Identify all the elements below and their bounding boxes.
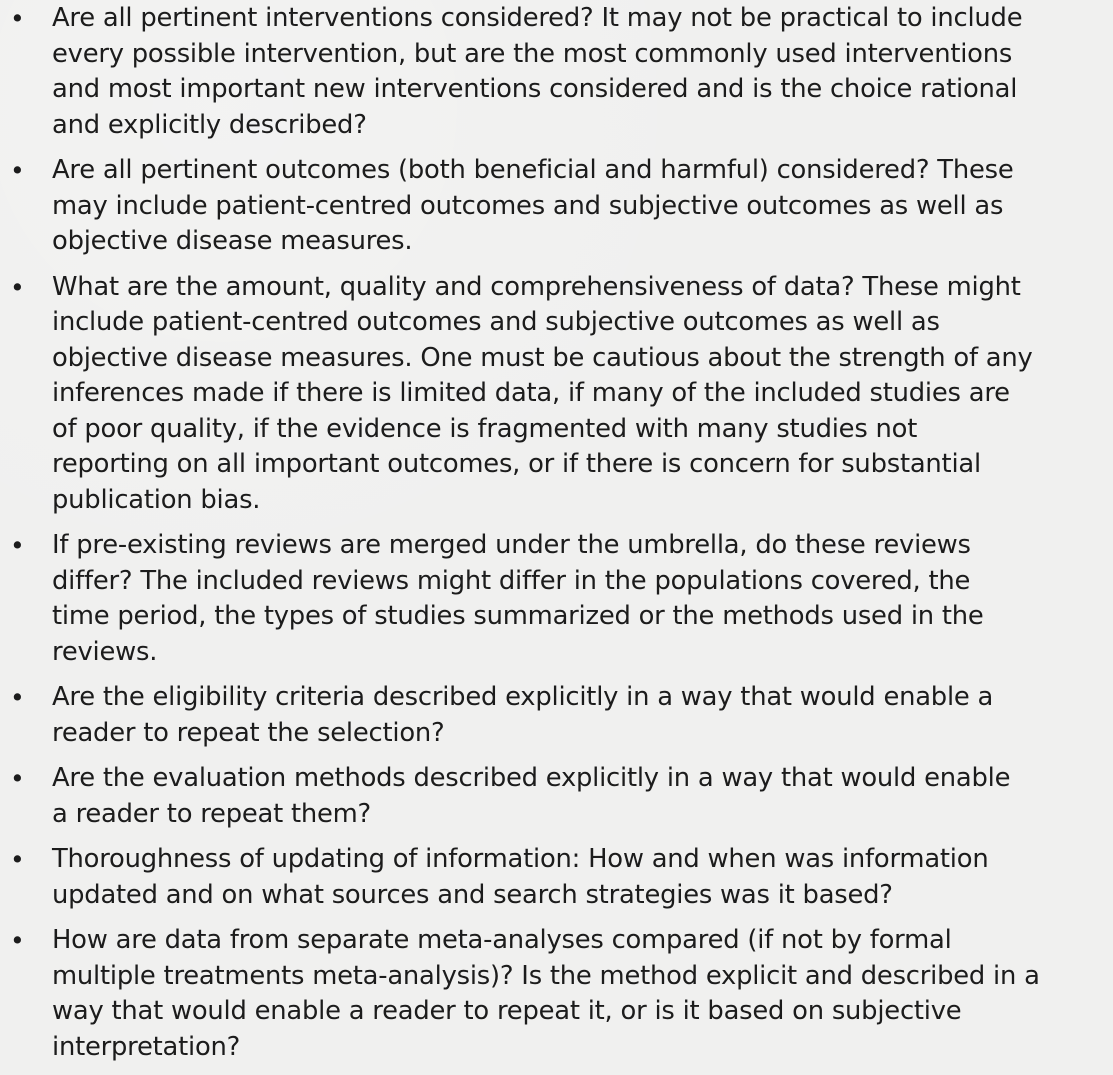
bullet-list	[0, 1, 1113, 1065]
bullet-point: •	[10, 272, 25, 302]
bullet-point: •	[10, 4, 25, 33]
bullet-point: •	[10, 764, 25, 793]
list-item	[0, 528, 1113, 670]
bullet-point: •	[10, 683, 25, 712]
list-item	[0, 761, 1113, 832]
list-item-text: Are all pertinent outcomes (both beneficial and harmful) considered? These may include patient-centred outcomes and subjective outcomes as well as objective disease measures.	[52, 155, 1014, 256]
list-item	[0, 923, 1113, 1065]
list-item-text: Are the evaluation methods described explicitly in a way that would enable a reader to repeat them?	[52, 763, 1011, 829]
bullet-point: •	[10, 156, 25, 185]
list-item-text: How are data from separate meta-analyses compared (if not by formal multiple treatments meta-analysis)? Is the method explicit and described in a way that would enable a reader to repeat it, or is it based on subjective interpretation?	[52, 925, 1040, 1062]
list-item	[0, 842, 1113, 913]
list-item	[0, 680, 1113, 751]
list-item-text: Are all pertinent interventions considered? It may not be practical to include every possible intervention, but are the most commonly used interventions and most important new interventions considered and is the choice rational and explicitly described?	[52, 3, 1023, 140]
list-item	[0, 1, 1113, 143]
list-item-text: What are the amount, quality and comprehensiveness of data? These might include patient-centred outcomes and subjective outcomes as well as objective disease measures. One must be cautious about the strength of any inferences made if there is limited data, if many of the included studies are of poor quality, if the evidence is fragmented with many studies not reporting on all important outcomes, or if there is concern for substantial publication bias.	[52, 271, 1033, 515]
list-item-text: Are the eligibility criteria described explicitly in a way that would enable a reader to repeat the selection?	[52, 682, 994, 748]
list-item-text: If pre-existing reviews are merged under the umbrella, do these reviews differ? The included reviews might differ in the populations covered, the time period, the types of studies summarized or the methods used in the reviews.	[52, 530, 984, 667]
bullet-point: •	[10, 845, 25, 874]
list-item	[0, 270, 1113, 519]
list-item	[0, 153, 1113, 260]
bullet-point: •	[10, 926, 25, 955]
list-item-text: Thoroughness of updating of information: How and when was information updated and on what sources and search strategies was it based?	[52, 844, 989, 910]
bullet-point: •	[10, 531, 25, 560]
